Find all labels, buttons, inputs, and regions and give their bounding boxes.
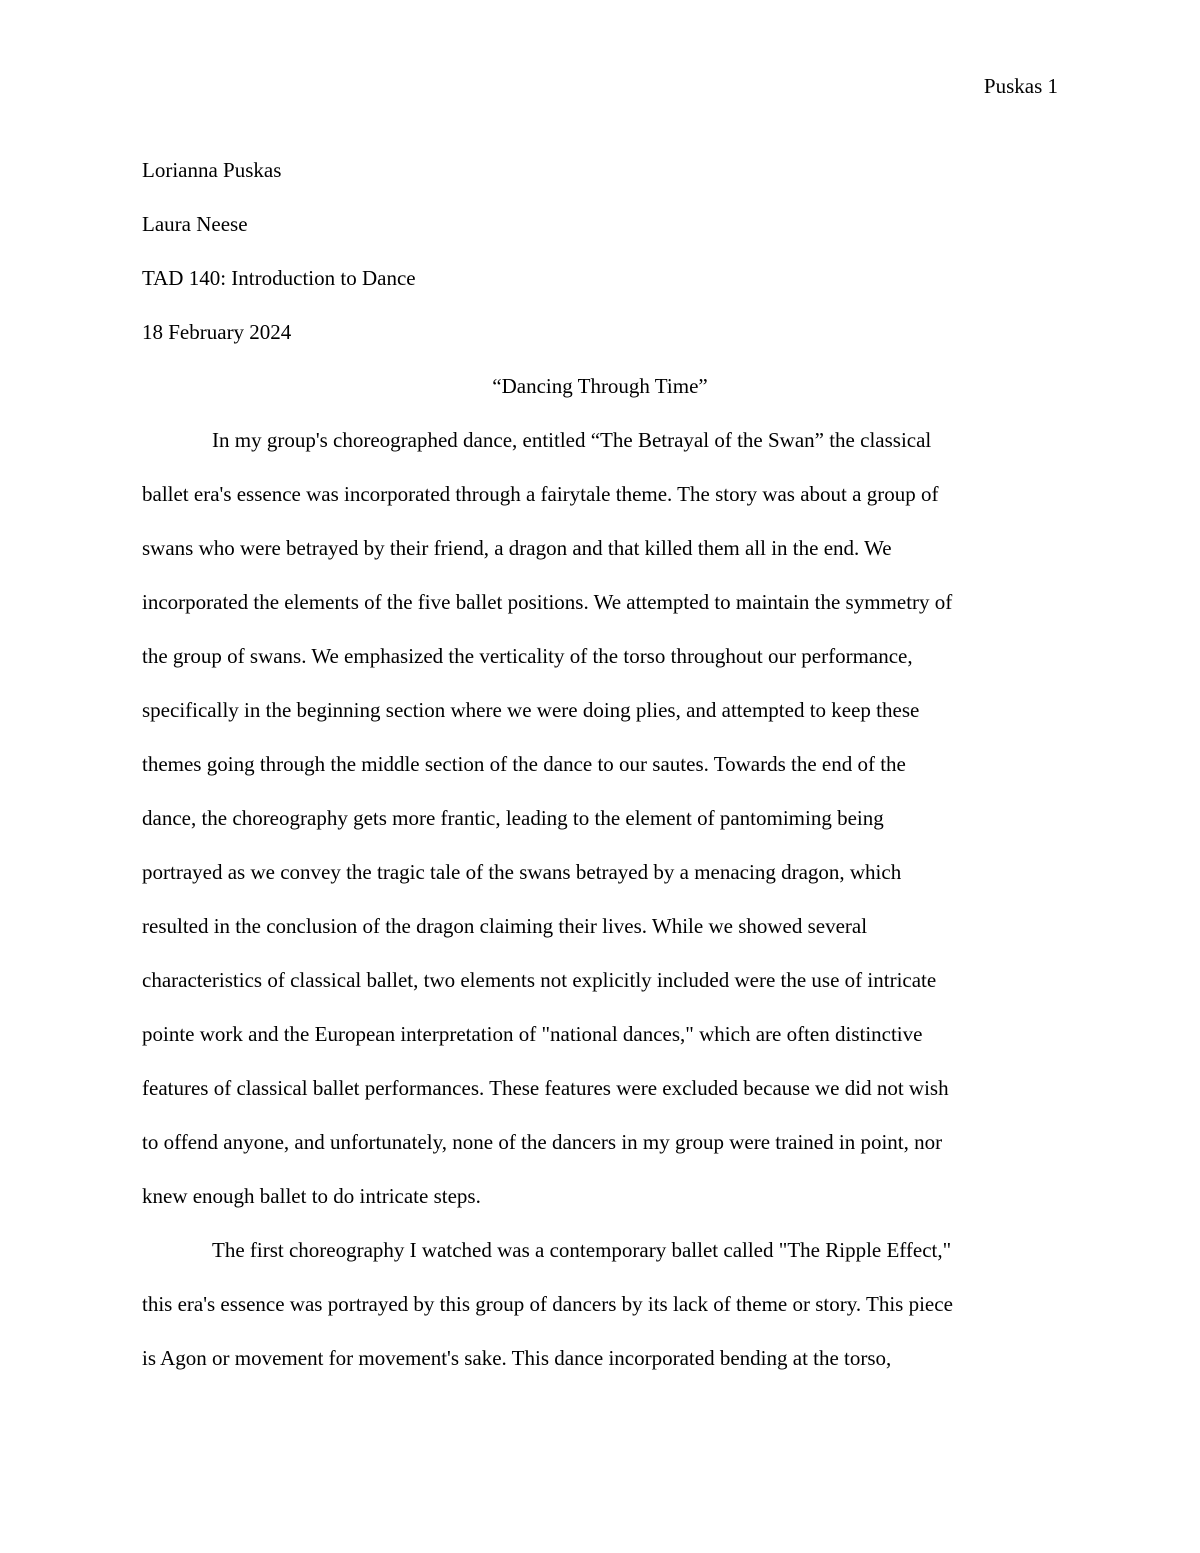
paragraph-1 — [142, 413, 1058, 1223]
course-name: TAD 140: Introduction to Dance — [142, 266, 416, 290]
paragraph-line: knew enough ballet to do intricate steps. — [142, 1184, 481, 1208]
paragraph-line: the group of swans. We emphasized the verticality of the torso throughout our performance, — [142, 644, 913, 668]
submission-date: 18 February 2024 — [142, 320, 292, 344]
paragraph-line: The first choreography I watched was a contemporary ballet called "The Ripple Effect," — [212, 1238, 952, 1262]
essay-title: “Dancing Through Time” — [492, 374, 708, 398]
paragraph-line: portrayed as we convey the tragic tale of the swans betrayed by a menacing dragon, which — [142, 860, 902, 884]
paragraph-2 — [142, 1223, 1058, 1385]
student-name: Lorianna Puskas — [142, 158, 282, 182]
paragraph-line: swans who were betrayed by their friend, a dragon and that killed them all in the end. We — [142, 536, 892, 560]
instructor-name: Laura Neese — [142, 212, 248, 236]
paragraph-line: specifically in the beginning section where we were doing plies, and attempted to keep these — [142, 698, 920, 722]
paragraph-line: themes going through the middle section of the dance to our sautes. Towards the end of the — [142, 752, 906, 776]
paragraph-line: resulted in the conclusion of the dragon claiming their lives. While we showed several — [142, 914, 868, 938]
paragraph-line: incorporated the elements of the five ballet positions. We attempted to maintain the symmetry of — [142, 590, 953, 614]
paragraph-line: dance, the choreography gets more frantic, leading to the element of pantomiming being — [142, 806, 884, 830]
paragraph-line: features of classical ballet performances. These features were excluded because we did not wish — [142, 1076, 949, 1100]
running-head: Puskas 1 — [983, 74, 1058, 98]
paragraph-line: In my group's choreographed dance, entitled “The Betrayal of the Swan” the classical — [212, 428, 932, 452]
paragraph-line: to offend anyone, and unfortunately, none of the dancers in my group were trained in point, nor — [142, 1130, 943, 1154]
paragraph-line: this era's essence was portrayed by this group of dancers by its lack of theme or story. This piece — [142, 1292, 953, 1316]
paragraph-line: is Agon or movement for movement's sake. This dance incorporated bending at the torso, — [142, 1346, 892, 1370]
paragraph-line: pointe work and the European interpretation of "national dances," which are often distinctive — [142, 1022, 923, 1046]
paragraph-line: characteristics of classical ballet, two elements not explicitly included were the use of intricate — [142, 968, 937, 992]
document-body — [142, 143, 1058, 1385]
paragraph-line: ballet era's essence was incorporated through a fairytale theme. The story was about a group of — [142, 482, 939, 506]
